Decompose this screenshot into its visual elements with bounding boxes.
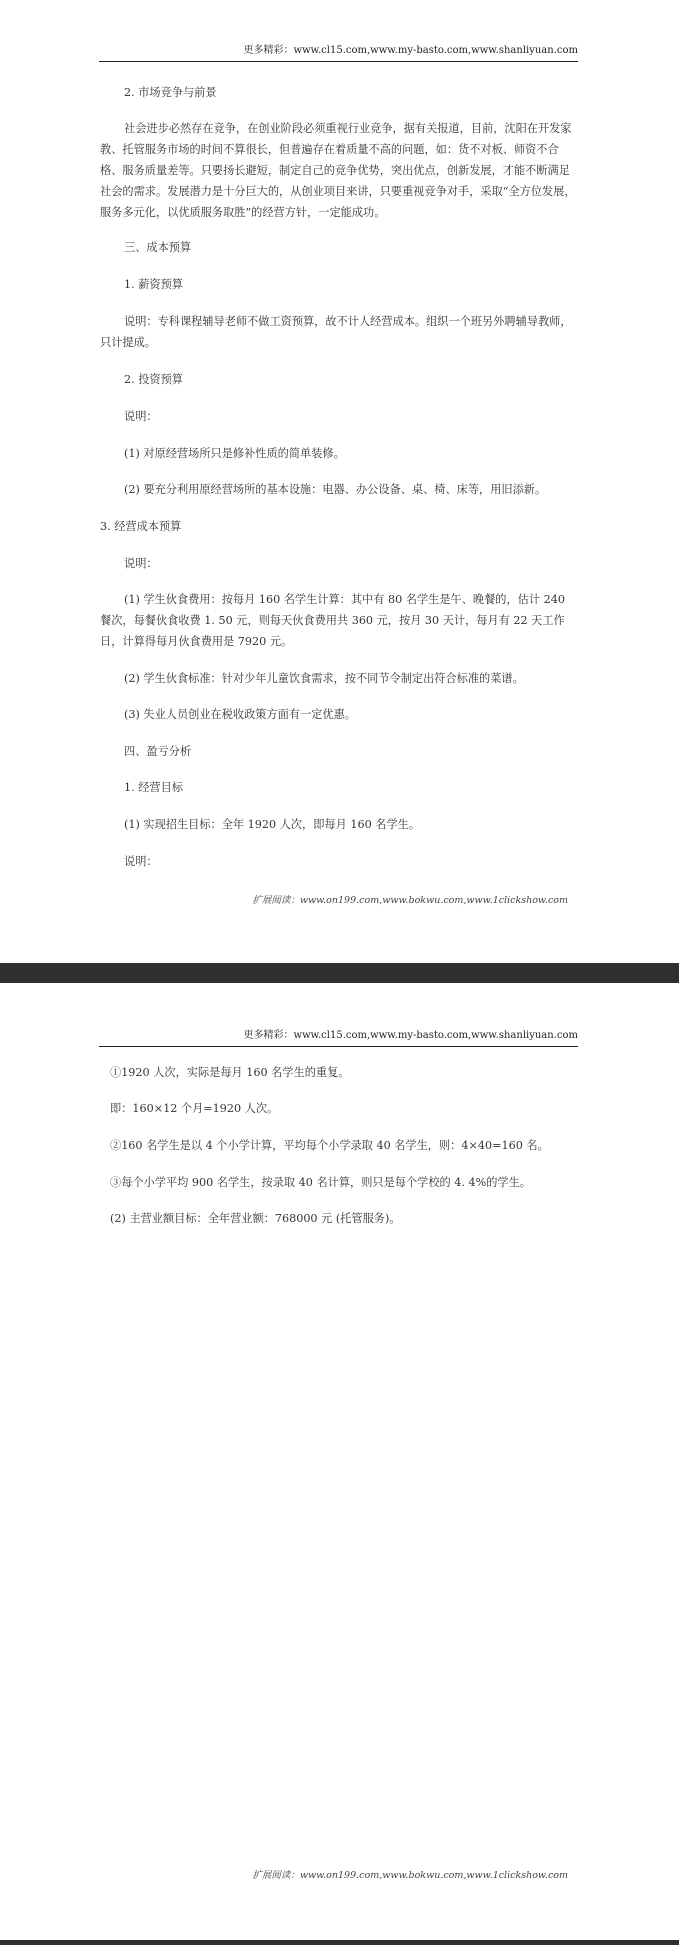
paragraph: 说明：专科课程辅导老师不做工资预算，故不计人经营成本。组织一个班另外聘辅导教师，只计提成。 xyxy=(100,315,572,349)
page-separator xyxy=(0,963,679,983)
page-footer: 扩展阅读：www.on199.com,www.bokwu.com,www.1clickshow.com xyxy=(252,1870,568,1881)
paragraph: (1) 实现招生目标：全年 1920 人次，即每月 160 名学生。 xyxy=(124,818,421,831)
section-heading: 3. 经营成本预算 xyxy=(100,520,182,533)
paragraph: 说明： xyxy=(124,410,158,423)
paragraph: (2) 学生伙食标准：针对少年儿童饮食需求，按不同节令制定出符合标准的菜谱。 xyxy=(124,672,524,685)
section-heading: 2. 投资预算 xyxy=(124,373,183,386)
paragraph: (3) 失业人员创业在税收政策方面有一定优惠。 xyxy=(124,708,356,721)
document-page-1 xyxy=(0,0,679,963)
page-header: 更多精彩：www.cl15.com,www.my-basto.com,www.shanliyuan.com xyxy=(99,1029,578,1047)
section-heading: 四、盈亏分析 xyxy=(124,745,192,758)
paragraph: (2) 要充分利用原经营场所的基本设施：电器、办公设备、桌、椅、床等，用旧添新。 xyxy=(124,483,547,496)
paragraph: 即：160×12 个月=1920 人次。 xyxy=(110,1102,279,1115)
paragraph: ②160 名学生是以 4 个小学计算，平均每个小学录取 40 名学生，则：4×40=160 名。 xyxy=(110,1139,549,1152)
page-header: 更多精彩：www.cl15.com,www.my-basto.com,www.shanliyuan.com xyxy=(99,44,578,62)
paragraph: (1) 学生伙食费用：按每月 160 名学生计算：其中有 80 名学生是午、晚餐的，估计 240 餐次，每餐伙食收费 1. 50 元，则每天伙食费用共 360 元，按月 30 天计，每月有 22 天工作日，计算得每月伙食费用是 7920 元。 xyxy=(100,593,565,648)
paragraph: 说明： xyxy=(124,557,158,570)
section-heading: 2. 市场竞争与前景 xyxy=(124,86,217,99)
paragraph: (1) 对原经营场所只是修补性质的简单装修。 xyxy=(124,447,345,460)
section-heading: 1. 经营目标 xyxy=(124,781,183,794)
document-page-2 xyxy=(0,983,679,1945)
paragraph: (2) 主营业额目标：全年营业额：768000 元 (托管服务)。 xyxy=(110,1212,401,1225)
page-footer: 扩展阅读：www.on199.com,www.bokwu.com,www.1clickshow.com xyxy=(252,895,568,906)
paragraph: ①1920 人次，实际是每月 160 名学生的重复。 xyxy=(110,1066,350,1079)
paragraph: ③每个小学平均 900 名学生，按录取 40 名计算，则只是每个学校的 4. 4%的学生。 xyxy=(110,1176,531,1189)
paragraph: 说明： xyxy=(124,855,158,868)
section-heading: 1. 薪资预算 xyxy=(124,278,183,291)
paragraph: 社会进步必然存在竞争，在创业阶段必须重视行业竞争，据有关报道，目前，沈阳在开发家教、托管服务市场的时间不算很长，但普遍存在着质量不高的问题，如：货不对板、师资不合格、服务质量差等。只要扬长避短，制定自己的竞争优势，突出优点，创新发展，才能不断满足社会的需求。发展潜力是十分巨大的，从创业项目来讲，只要重视竞争对手，采取“全方位发展，服务多元化，以优质服务取胜”的经营方针，一定能成功。 xyxy=(100,122,576,219)
section-heading: 三、成本预算 xyxy=(124,241,192,254)
page-separator xyxy=(0,1940,679,1945)
